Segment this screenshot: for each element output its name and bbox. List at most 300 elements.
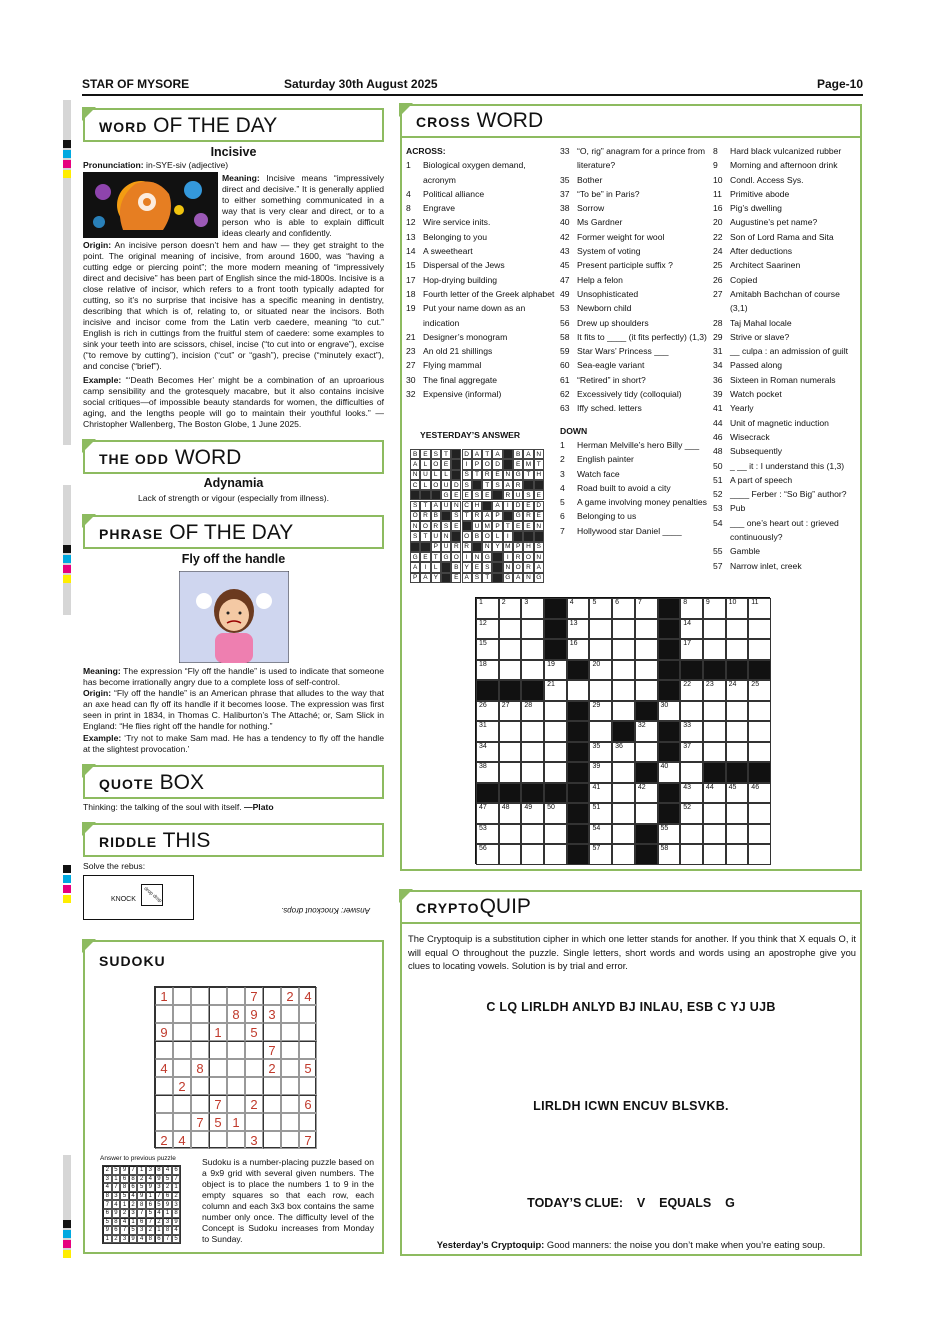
crossword-cell[interactable] [476,803,499,824]
crossword-cell[interactable] [635,660,658,681]
sudoku-cell[interactable] [173,1023,191,1041]
answer-cell [513,531,523,541]
crossword-cell[interactable] [703,598,726,619]
sudoku-cell[interactable]: 9 [155,1023,173,1041]
sudoku-cell[interactable]: 7 [245,987,263,1005]
crossword-cell [658,639,681,660]
crossword-cell[interactable] [612,619,635,640]
clue-number: 53 [560,303,570,314]
crossword-cell[interactable] [658,844,681,865]
crossword-cell[interactable] [703,701,726,722]
yesterday-cryptoquip: Yesterday’s Cryptoquip: Good manners: the noise you don’t make when you’re eating soup. [436,1239,826,1250]
crossword-cell[interactable] [726,783,749,804]
answer-cell [462,521,472,531]
sudoku-cell[interactable] [155,1095,173,1113]
crossword-cell[interactable] [748,844,771,865]
answer-cell [492,573,502,583]
crossword-cell[interactable] [589,619,612,640]
answer-cell: 7 [103,1200,112,1209]
answer-cell [472,480,482,490]
clue-text: Belonging to you [423,231,488,242]
crossword-cell[interactable] [726,701,749,722]
answer-cell: 7 [155,1192,164,1201]
answer-cell: P [513,542,523,552]
sudoku-cell[interactable]: 2 [245,1095,263,1113]
crossword-cell[interactable] [499,721,522,742]
answer-cell: E [420,552,430,562]
sudoku-cell[interactable] [227,987,245,1005]
answer-cell: U [441,501,451,511]
sudoku-cell[interactable] [209,1077,227,1095]
sudoku-cell[interactable]: 6 [299,1095,317,1113]
answer-cell: 9 [112,1209,121,1218]
crossword-cell[interactable] [612,742,635,763]
sudoku-cell[interactable]: 5 [209,1113,227,1131]
answer-cell: 4 [155,1209,164,1218]
clue-number: 3 [560,468,565,479]
crossword-cell[interactable] [658,701,681,722]
crossword-cell[interactable] [589,639,612,660]
registration-mark [63,1250,71,1258]
crossword-cell[interactable] [499,803,522,824]
sudoku-cell[interactable]: 1 [209,1023,227,1041]
word-of-day-header: WORD OF THE DAY [83,108,384,142]
answer-cell: 5 [155,1200,164,1209]
crossword-cell[interactable] [476,721,499,742]
sudoku-cell[interactable] [263,1131,281,1149]
clue-text: Star Wars’ Princess ___ [577,346,669,357]
previous-answer-label: Answer to previous puzzle [100,1155,176,1162]
crossword-cell[interactable] [499,762,522,783]
clue-text: Dispersal of the Jews [423,260,505,271]
crossword-cell[interactable] [544,762,567,783]
riddle-prompt: Solve the rebus: [83,861,146,871]
answer-cell: O [482,459,492,469]
crossword-cell[interactable] [726,598,749,619]
crossword-cell[interactable] [567,639,590,660]
sudoku-cell[interactable] [299,1023,317,1041]
sudoku-cell[interactable]: 1 [155,987,173,1005]
crossword-cell[interactable] [476,701,499,722]
sudoku-cell[interactable]: 3 [263,1005,281,1023]
crossword-cell[interactable] [680,803,703,824]
answer-cell: S [462,480,472,490]
registration-mark [63,160,71,168]
crossword-cell[interactable] [635,783,658,804]
sudoku-cell[interactable] [227,1059,245,1077]
sudoku-cell[interactable] [299,1113,317,1131]
sudoku-cell[interactable] [281,1005,299,1023]
crossword-cell[interactable] [521,701,544,722]
answer-cell: 4 [112,1200,121,1209]
sudoku-cell[interactable]: 1 [227,1113,245,1131]
sudoku-cell[interactable] [281,1095,299,1113]
crossword-cell[interactable] [612,701,635,722]
crossword-cell[interactable] [726,844,749,865]
crossword-cell[interactable] [726,742,749,763]
crossword-cell[interactable] [499,598,522,619]
crossword-cell[interactable] [680,824,703,845]
sudoku-cell[interactable] [281,1059,299,1077]
sudoku-cell[interactable] [191,1095,209,1113]
crossword-cell[interactable] [635,742,658,763]
sudoku-cell[interactable] [191,987,209,1005]
riddle-answer: Answer: Knockout drops. [281,906,370,915]
crossword-cell[interactable] [544,844,567,865]
crossword-cell[interactable] [476,619,499,640]
sudoku-cell[interactable] [227,1023,245,1041]
crossword-cell[interactable] [612,824,635,845]
clue-item [713,501,858,515]
crossword-cell[interactable] [476,824,499,845]
sudoku-cell[interactable] [245,1059,263,1077]
answer-cell [410,490,420,500]
sudoku-cell[interactable] [191,1041,209,1059]
clue-text: Biological oxygen demand, acronym [423,160,526,185]
sudoku-cell[interactable] [191,1005,209,1023]
sudoku-cell[interactable] [281,1113,299,1131]
answer-cell: O [482,531,492,541]
crossword-cell[interactable] [521,639,544,660]
crossword-cell[interactable] [703,844,726,865]
crossword-cell[interactable] [748,783,771,804]
sudoku-cell[interactable] [263,987,281,1005]
crossword-cell[interactable] [544,721,567,742]
sudoku-cell[interactable]: 5 [245,1023,263,1041]
crossword-cell[interactable] [748,824,771,845]
crossword-cell[interactable] [589,783,612,804]
crossword-cell[interactable] [521,619,544,640]
crossword-cell[interactable] [499,742,522,763]
crossword-cell[interactable] [476,639,499,660]
crossword-cell[interactable] [567,680,590,701]
crossword-cell [567,721,590,742]
crossword-cell[interactable] [521,742,544,763]
sudoku-cell[interactable] [209,1005,227,1023]
crossword-cell[interactable] [589,660,612,681]
sudoku-cell[interactable] [173,1041,191,1059]
answer-cell: 7 [112,1183,121,1192]
crossword-cell[interactable] [680,680,703,701]
sudoku-cell[interactable]: 2 [263,1059,281,1077]
clue-item [560,452,710,466]
crossword-cell[interactable] [589,803,612,824]
crossword-cell[interactable] [544,803,567,824]
answer-cell: G [513,470,523,480]
crossword-cell[interactable] [499,824,522,845]
crossword-cell[interactable] [544,701,567,722]
sudoku-cell[interactable]: 8 [227,1005,245,1023]
crossword-cell[interactable] [612,598,635,619]
crossword-cell[interactable] [521,598,544,619]
sudoku-cell[interactable]: 9 [245,1005,263,1023]
sudoku-cell[interactable] [173,1095,191,1113]
crossword-cell[interactable] [635,680,658,701]
cell-number: 23 [705,681,714,689]
clue-item [713,158,858,172]
clue-item [560,287,710,301]
crossword-cell[interactable] [612,803,635,824]
crossword-cell[interactable] [748,680,771,701]
answer-cell [482,501,492,511]
answer-cell: 8 [103,1192,112,1201]
sudoku-cell[interactable] [245,1113,263,1131]
crossword-cell[interactable] [680,762,703,783]
sudoku-cell[interactable] [299,1041,317,1059]
angry-girl-illustration [179,571,289,663]
crossword-cell[interactable] [589,721,612,742]
phrase-example: Example: ‘Try not to make Sam mad. He has a tendency to fly off the handle at the slightest provocation.’ [83,733,384,754]
crossword-cell[interactable] [680,639,703,660]
sudoku-cell[interactable] [173,1059,191,1077]
crossword-cell[interactable] [499,619,522,640]
crossword-cell[interactable] [680,742,703,763]
sudoku-cell[interactable]: 2 [155,1131,173,1149]
sudoku-cell[interactable]: 2 [173,1077,191,1095]
answer-cell: P [492,511,502,521]
crossword-cell[interactable] [476,844,499,865]
clue-number: 39 [713,389,723,400]
answer-cell: O [513,562,523,572]
cell-number: 51 [592,804,601,812]
sudoku-cell[interactable] [209,987,227,1005]
sudoku-cell[interactable] [227,1077,245,1095]
crossword-cell[interactable] [589,762,612,783]
clue-item [713,459,858,473]
sudoku-cell[interactable] [155,1005,173,1023]
crossword-cell[interactable] [589,844,612,865]
quote-text: Thinking: the talking of the soul with itself. —Plato [83,802,274,812]
crossword-cell[interactable] [521,660,544,681]
crossword-cell[interactable] [589,598,612,619]
sudoku-cell[interactable] [281,1131,299,1149]
answer-cell: E [441,459,451,469]
clue-item [713,544,858,558]
crossword-cell[interactable] [703,824,726,845]
crossword-cell[interactable] [703,783,726,804]
crossword-cell[interactable] [612,660,635,681]
cell-number: 12 [479,619,487,627]
clue-number: 6 [560,511,565,522]
crossword-cell[interactable] [589,742,612,763]
crossword-cell[interactable] [589,680,612,701]
sudoku-cell[interactable]: 8 [191,1059,209,1077]
crossword-cell[interactable] [726,619,749,640]
sudoku-cell[interactable]: 7 [209,1095,227,1113]
sudoku-cell[interactable]: 2 [281,987,299,1005]
answer-cell: C [410,480,420,490]
answer-cell: 5 [112,1166,121,1175]
crossword-cell[interactable] [499,844,522,865]
sudoku-cell[interactable]: 4 [173,1131,191,1149]
answer-cell: 7 [120,1226,129,1235]
crossword-cell[interactable] [612,680,635,701]
clue-item [713,373,858,387]
crossword-cell[interactable] [635,598,658,619]
crossword-cell[interactable] [726,680,749,701]
answer-cell: B [410,449,420,459]
answer-cell: 5 [129,1226,138,1235]
answer-cell: 9 [120,1166,129,1175]
crossword-cell[interactable] [680,619,703,640]
crossword-cell[interactable] [748,639,771,660]
cell-number: 50 [547,804,555,812]
crossword-cell[interactable] [748,598,771,619]
crossword-cell[interactable] [521,844,544,865]
sudoku-cell[interactable] [299,1005,317,1023]
crossword-cell[interactable] [680,783,703,804]
answer-cell: A [410,459,420,469]
crossword-cell[interactable] [703,680,726,701]
clue-item [713,444,858,458]
cell-number: 21 [547,681,555,689]
clue-text: Subsequently [730,446,783,457]
answer-cell: 8 [146,1235,155,1244]
answer-cell: 4 [172,1226,181,1235]
sudoku-cell[interactable]: 7 [299,1131,317,1149]
crossword-cell[interactable] [544,660,567,681]
sudoku-cell[interactable] [191,1077,209,1095]
crossword-cell[interactable] [499,701,522,722]
crossword-cell[interactable] [612,639,635,660]
sudoku-cell[interactable] [191,1023,209,1041]
answer-cell: L [441,470,451,480]
crossword-cell[interactable] [726,803,749,824]
crossword-cell[interactable] [476,742,499,763]
sudoku-cell[interactable] [281,1041,299,1059]
crossword-cell[interactable] [476,598,499,619]
crossword-cell[interactable] [544,680,567,701]
clue-item [406,244,556,258]
crossword-cell[interactable] [680,721,703,742]
crossword-cell[interactable] [703,803,726,824]
crossword-cell[interactable] [703,639,726,660]
sudoku-cell[interactable] [263,1095,281,1113]
sudoku-cell[interactable]: 5 [299,1059,317,1077]
crossword-cell[interactable] [612,783,635,804]
crossword-cell[interactable] [748,742,771,763]
clue-text: A part of speech [730,474,793,485]
sudoku-cell[interactable] [209,1059,227,1077]
sudoku-cell[interactable]: 3 [245,1131,263,1149]
crossword-cell[interactable] [635,803,658,824]
cell-number: 42 [637,783,646,791]
crossword-cell[interactable] [476,660,499,681]
crossword-cell[interactable] [499,639,522,660]
crossword-cell[interactable] [658,824,681,845]
sudoku-cell[interactable]: 4 [155,1059,173,1077]
answer-cell [441,562,451,572]
crossword-cell[interactable] [635,721,658,742]
crossword-cell[interactable] [589,701,612,722]
answer-cell: 2 [172,1192,181,1201]
sudoku-cell[interactable] [263,1113,281,1131]
sudoku-cell[interactable] [281,1023,299,1041]
sudoku-cell[interactable] [263,1023,281,1041]
sudoku-cell[interactable] [155,1113,173,1131]
crossword-cell[interactable] [748,721,771,742]
sudoku-cell[interactable]: 7 [191,1113,209,1131]
crossword-cell[interactable] [567,619,590,640]
answer-cell [492,552,502,562]
crossword-cell[interactable] [680,701,703,722]
crossword-cell[interactable] [680,598,703,619]
crossword-cell[interactable] [726,639,749,660]
crossword-cell[interactable] [544,824,567,845]
sudoku-cell[interactable] [299,1077,317,1095]
sudoku-cell[interactable]: 4 [299,987,317,1005]
sudoku-cell[interactable] [263,1077,281,1095]
crossword-cell[interactable] [612,762,635,783]
crossword-cell[interactable] [635,639,658,660]
clue-item [406,187,556,201]
sudoku-cell[interactable] [209,1131,227,1149]
clue-text: ___ one’s heart out : grieved continuously? [730,517,839,543]
answer-cell: L [420,480,430,490]
crossword-cell[interactable] [726,721,749,742]
crossword-cell[interactable] [521,824,544,845]
clue-item [406,358,556,372]
sudoku-cell[interactable] [155,1077,173,1095]
crossword-cell[interactable] [703,721,726,742]
sudoku-cell[interactable] [227,1131,245,1149]
sudoku-cell[interactable]: 7 [263,1041,281,1059]
answer-cell: 9 [155,1175,164,1184]
clue-text: Herman Melville’s hero Billy ___ [577,439,700,450]
sudoku-cell[interactable] [227,1095,245,1113]
crossword-cell[interactable] [567,598,590,619]
cell-number: 39 [592,763,601,771]
crossword-cell[interactable] [521,803,544,824]
sudoku-cell[interactable] [191,1131,209,1149]
crossword-cell[interactable] [748,701,771,722]
answer-cell: N [503,562,513,572]
sudoku-cell[interactable] [173,1113,191,1131]
crossword-cell[interactable] [726,824,749,845]
crossword-cell[interactable] [748,619,771,640]
crossword-cell[interactable] [521,721,544,742]
crossword-cell[interactable] [521,762,544,783]
clue-number: 62 [560,389,570,400]
sudoku-cell[interactable] [173,1005,191,1023]
crossword-cell[interactable] [544,742,567,763]
crossword-cell[interactable] [658,762,681,783]
crossword-cell [748,660,771,681]
rebus-drops: drop drop [142,885,163,905]
sudoku-cell[interactable] [155,1041,173,1059]
sudoku-cell[interactable] [245,1077,263,1095]
crossword-cell[interactable] [748,803,771,824]
sudoku-cell[interactable] [173,987,191,1005]
crossword-cell [567,824,590,845]
sudoku-cell[interactable] [227,1041,245,1059]
sudoku-cell[interactable] [245,1041,263,1059]
crossword-cell[interactable] [680,844,703,865]
crossword-cell[interactable] [703,619,726,640]
sudoku-cell[interactable] [209,1041,227,1059]
clue-number: 8 [713,146,718,156]
answer-cell: A [513,573,523,583]
crossword-cell[interactable] [589,824,612,845]
sudoku-cell[interactable] [281,1077,299,1095]
crossword-cell[interactable] [476,762,499,783]
crossword-cell[interactable] [499,660,522,681]
crossword-cell[interactable] [612,844,635,865]
crossword-cell[interactable] [703,742,726,763]
clue-number: 60 [560,360,570,371]
crossword-cell [635,701,658,722]
crossword-cell[interactable] [635,619,658,640]
